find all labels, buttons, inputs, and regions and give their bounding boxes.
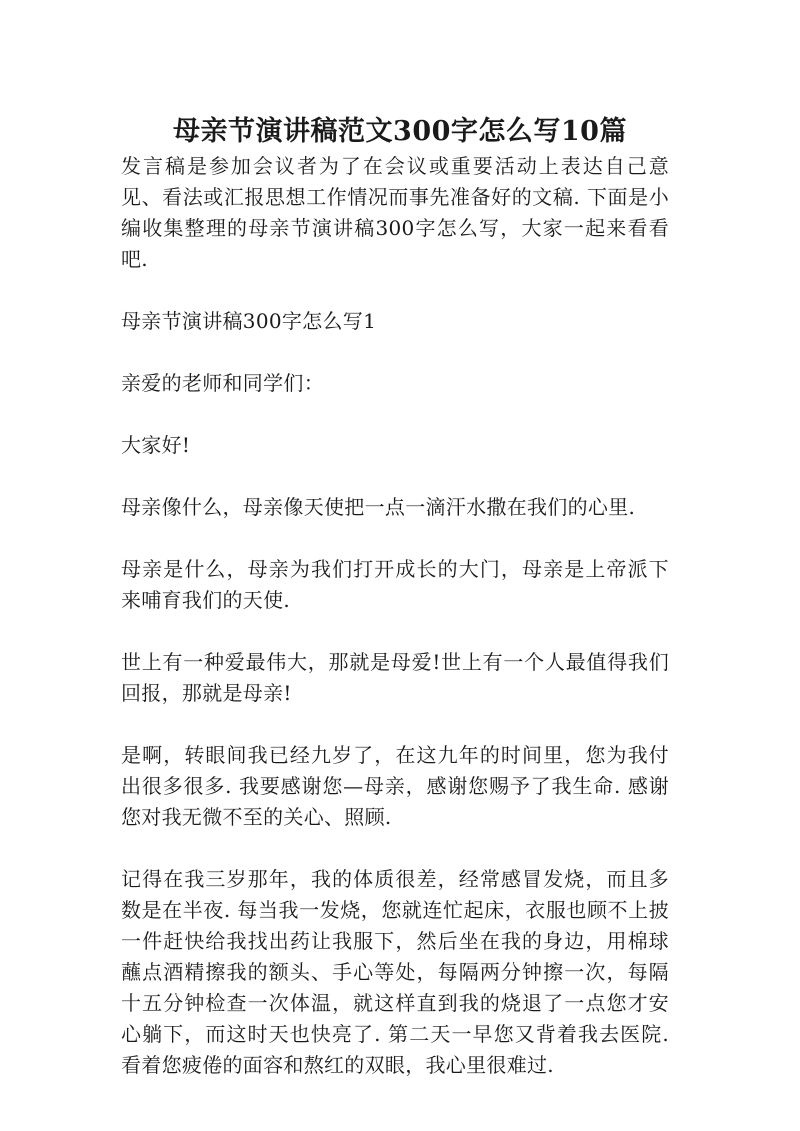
salutation: 亲爱的老师和同学们： (121, 371, 324, 395)
document-title: 母亲节演讲稿范文300字怎么写10篇 (173, 116, 627, 147)
body-paragraph: 世上有一种爱最伟大，那就是母爱!世上有一个人最值得我们回报，那就是母亲! (121, 650, 669, 705)
greeting: 大家好! (121, 433, 191, 457)
section-heading: 母亲节演讲稿300字怎么写1 (121, 309, 377, 333)
document-body (121, 151, 669, 1112)
intro-paragraph: 发言稿是参加会议者为了在会议或重要活动上表达自己意见、看法或汇报思想工作情况而事先准备好的文稿. 下面是小编收集整理的母亲节演讲稿300字怎么写，大家一起来看看吧. (121, 154, 669, 271)
body-paragraph: 记得在我三岁那年，我的体质很差，经常感冒发烧，而且多数是在半夜. 每当我一发烧，您就连忙起床，衣服也顾不上披一件赶快给我找出药让我服下，然后坐在我的身边，用棉球蘸点酒精擦我的额头、手心等处，每隔两分钟擦一次，每隔十五分钟检查一次体温，就这样直到我的烧退了一点您才安心躺下，而这时天也快亮了. 第二天一早您又背着我去医院. 看着您疲倦的面容和熬红的双眼，我心里很难过. (121, 867, 669, 1077)
body-paragraph: 是啊，转眼间我已经九岁了，在这九年的时间里，您为我付出很多很多. 我要感谢您—母亲，感谢您赐予了我生命. 感谢您对我无微不至的关心、照顾. (121, 743, 669, 829)
body-paragraph: 母亲像什么，母亲像天使把一点一滴汗水撒在我们的心里. (121, 495, 636, 519)
body-paragraph: 母亲是什么，母亲为我们打开成长的大门，母亲是上帝派下来哺育我们的天使. (121, 557, 669, 612)
